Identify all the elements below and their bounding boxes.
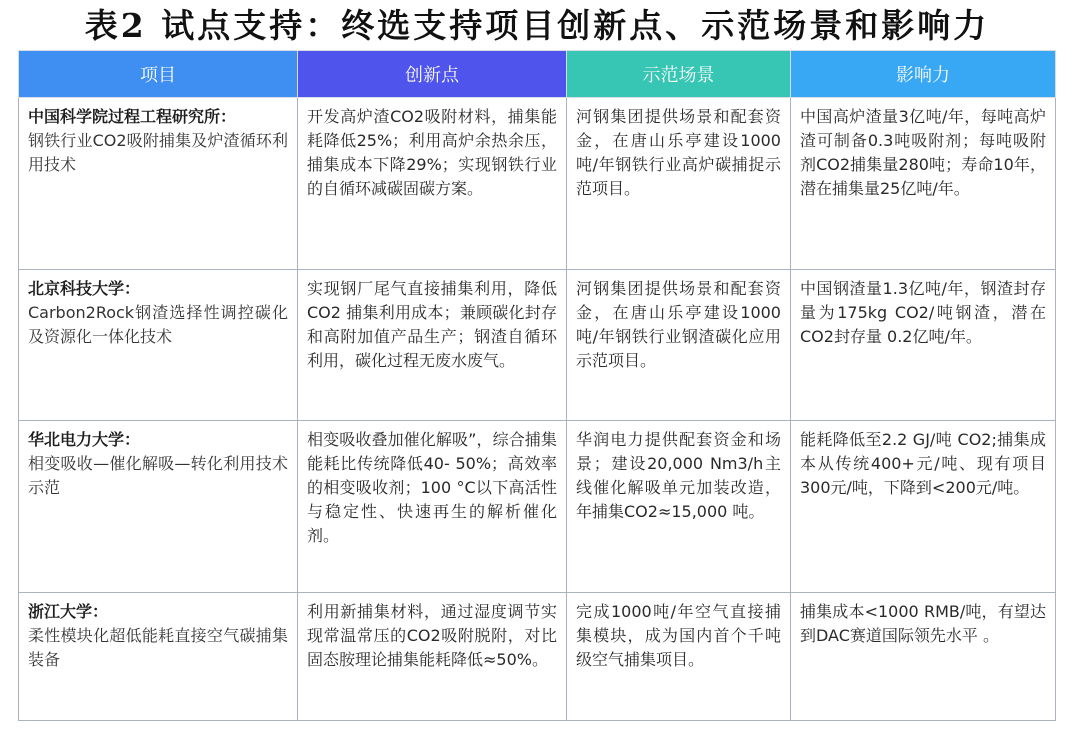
impact-cell: 能耗降低至2.2 GJ/吨 CO2;捕集成本从传统400+元/吨、现有项目300元/吨，下降到<200元/吨。	[791, 421, 1056, 593]
table-row	[19, 98, 1056, 270]
project-table	[18, 50, 1056, 721]
innovation-cell: 实现钢厂尾气直接捕集利用，降低CO2 捕集利用成本；兼顾碳化封存和高附加值产品生产；钢渣自循环利用，碳化过程无废水废气。	[298, 270, 567, 421]
project-name: Carbon2Rock钢渣选择性调控碳化及资源化一体化技术	[28, 303, 288, 346]
org-name: 北京科技大学：	[28, 279, 141, 298]
header-project: 项目	[19, 51, 298, 98]
scenario-cell: 华润电力提供配套资金和场景；建设20,000 Nm3/h主线催化解吸单元加装改造，年捕集CO2≈15,000 吨。	[567, 421, 791, 593]
scenario-cell: 河钢集团提供场景和配套资金，在唐山乐亭建设1000吨/年钢铁行业钢渣碳化应用示范项目。	[567, 270, 791, 421]
page-title: 表2 试点支持：终选支持项目创新点、示范场景和影响力	[84, 6, 990, 45]
impact-cell: 捕集成本<1000 RMB/吨，有望达到DAC赛道国际领先水平 。	[791, 593, 1056, 721]
project-cell	[19, 593, 298, 721]
project-name: 柔性模块化超低能耗直接空气碳捕集装备	[28, 626, 288, 669]
project-name: 钢铁行业CO2吸附捕集及炉渣循环利用技术	[28, 131, 288, 174]
scenario-cell: 河钢集团提供场景和配套资金，在唐山乐亭建设1000吨/年钢铁行业高炉碳捕捉示范项目。	[567, 98, 791, 270]
impact-cell: 中国高炉渣量3亿吨/年，每吨高炉渣可制备0.3吨吸附剂；每吨吸附剂CO2捕集量280吨；寿命10年，潜在捕集量25亿吨/年。	[791, 98, 1056, 270]
table-row	[19, 270, 1056, 421]
project-name: 相变吸收—催化解吸—转化利用技术示范	[28, 454, 288, 497]
header-innovation: 创新点	[298, 51, 567, 98]
table-row	[19, 421, 1056, 593]
innovation-cell: 相变吸收叠加催化解吸”，综合捕集能耗比传统降低40- 50%；高效率的相变吸收剂；100 °C以下高活性与稳定性、快速再生的解析催化剂。	[298, 421, 567, 593]
scenario-cell: 完成1000吨/年空气直接捕集模块，成为国内首个千吨级空气捕集项目。	[567, 593, 791, 721]
innovation-cell: 开发高炉渣CO2吸附材料，捕集能耗降低25%；利用高炉余热余压，捕集成本下降29%；实现钢铁行业的自循环减碳固碳方案。	[298, 98, 567, 270]
org-name: 中国科学院过程工程研究所：	[28, 107, 237, 126]
innovation-cell: 利用新捕集材料，通过湿度调节实现常温常压的CO2吸附脱附，对比固态胺理论捕集能耗降低≈50%。	[298, 593, 567, 721]
project-cell	[19, 270, 298, 421]
impact-cell: 中国钢渣量1.3亿吨/年，钢渣封存量为175kg CO2/吨钢渣，潜在CO2封存量 0.2亿吨/年。	[791, 270, 1056, 421]
header-impact: 影响力	[791, 51, 1056, 98]
project-cell	[19, 421, 298, 593]
org-name: 浙江大学：	[28, 602, 109, 621]
org-name: 华北电力大学：	[28, 430, 141, 449]
table-row	[19, 593, 1056, 721]
table-header-row	[19, 51, 1056, 98]
project-cell	[19, 98, 298, 270]
header-scenario: 示范场景	[567, 51, 791, 98]
